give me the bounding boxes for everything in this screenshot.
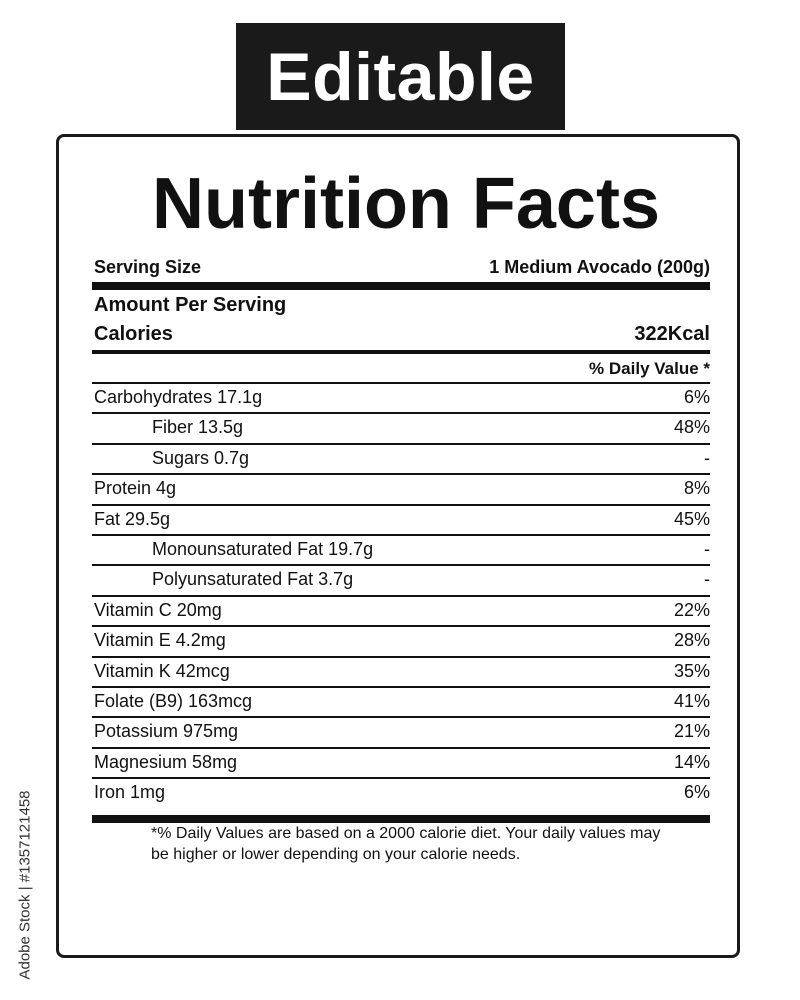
calories-label: Calories [94,323,173,345]
thick-rule-bottom [92,815,710,823]
row-divider [92,625,710,627]
nutrient-name: Monounsaturated Fat 19.7g [152,539,374,559]
nutrient-daily-value: 6% [683,387,710,407]
daily-value-header: % Daily Value * [589,359,710,378]
nutrient-name: Vitamin E 4.2mg [94,630,226,651]
row-divider [92,412,710,414]
nutrient-daily-value: 28% [673,630,710,651]
nutrient-daily-value: 14% [673,751,710,772]
footnote-line-2: be higher or lower depending on your calorie needs. [151,846,521,863]
stock-watermark [10,780,40,990]
row-divider [92,716,710,718]
nutrient-name: Sugars 0.7g [152,447,250,468]
nutrient-name: Polyunsaturated Fat 3.7g [152,569,354,590]
nutrient-name: Protein 4g [94,478,177,499]
row-divider [92,777,710,779]
row-divider [92,382,710,384]
nutrient-name: Carbohydrates 17.1g [94,387,263,407]
serving-size-value: 1 Medium Avocado (200g) [489,257,710,277]
nutrient-name: Fiber 13.5g [152,417,244,438]
row-divider [92,504,710,506]
nutrient-daily-value: 22% [673,599,710,620]
nutrient-name: Potassium 975mg [94,721,239,742]
nutrient-name: Fat 29.5g [94,508,171,529]
serving-size-label: Serving Size [94,257,202,277]
nutrient-daily-value: 21% [673,721,710,742]
nutrient-daily-value: 6% [683,782,710,803]
nutrient-name: Folate (B9) 163mcg [94,691,253,711]
amount-per-serving: Amount Per Serving [94,294,287,316]
row-divider [92,747,710,749]
row-divider [92,443,710,445]
row-divider [92,473,710,475]
medium-rule [92,350,710,354]
calories-value: 322Kcal [634,323,710,345]
nutrient-daily-value: 48% [673,417,710,438]
thick-rule-top [92,282,710,290]
stock-id-text: Adobe Stock | #1357121458 [16,790,34,980]
nutrient-name: Iron 1mg [94,782,166,803]
editable-banner [236,23,565,130]
nutrient-name: Vitamin C 20mg [94,599,222,620]
banner-label: Editable [266,38,535,115]
nutrient-daily-value: - [704,569,710,590]
nutrient-daily-value: 35% [673,660,710,681]
footnote [151,823,711,865]
nutrient-daily-value: 41% [673,691,710,711]
nutrient-name: Vitamin K 42mcg [94,660,230,681]
row-divider [92,564,710,566]
label-title: Nutrition Facts [151,164,660,244]
row-divider [92,595,710,597]
row-divider [92,686,710,688]
nutrient-name: Magnesium 58mg [94,751,238,772]
nutrient-daily-value: - [704,447,710,468]
nutrient-daily-value: - [704,539,710,559]
footnote-line-1: *% Daily Values are based on a 2000 calorie diet. Your daily values may [151,825,661,842]
nutrient-daily-value: 45% [673,508,710,529]
row-divider [92,534,710,536]
row-divider [92,656,710,658]
nutrient-daily-value: 8% [683,478,710,499]
